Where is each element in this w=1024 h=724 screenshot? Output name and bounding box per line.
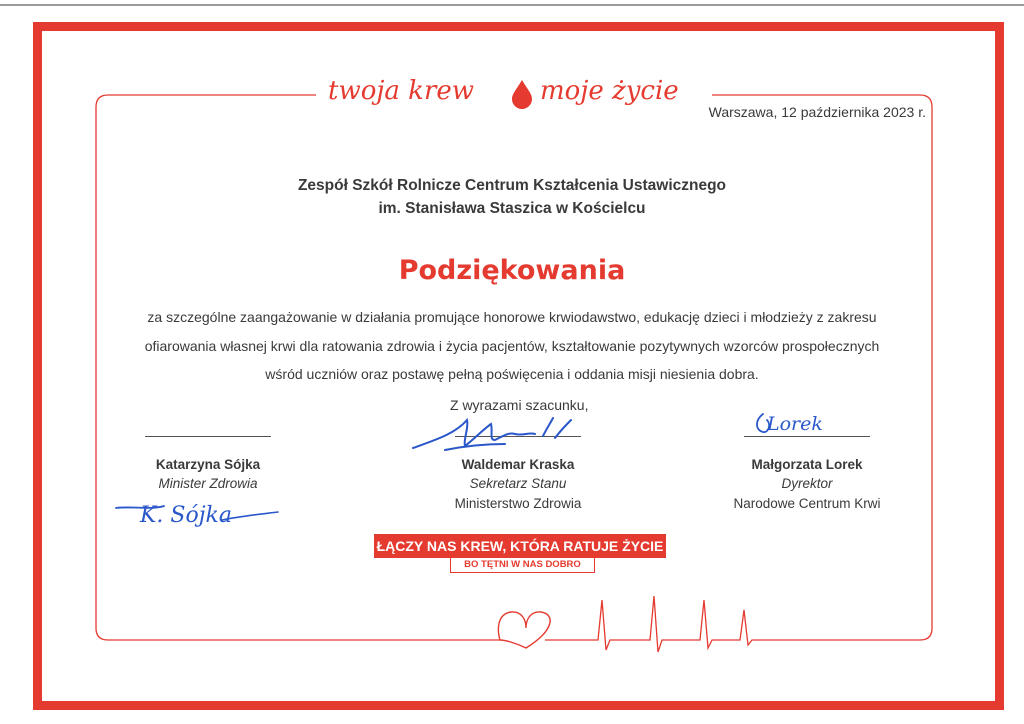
- lorek-signature: [745, 406, 855, 440]
- signatory-name-sojka: Katarzyna Sójka: [155, 457, 261, 472]
- body-text-line-3: wśród uczniów oraz postawę pełną poświęcenia i oddania misji niesienia dobra.: [265, 366, 759, 382]
- signatory-org-kraska: Ministerstwo Zdrowia: [454, 496, 582, 511]
- body-text-line-1: za szczególne zaangażowanie w działania promujące honorowe krwiodawstwo, edukację dzieci i młodzieży z zakresu: [147, 309, 877, 325]
- signatory-name-lorek: Małgorzata Lorek: [751, 457, 863, 472]
- recipient-line-1: Zespół Szkół Rolnicze Centrum Kształcenia Ustawicznego: [297, 177, 727, 194]
- certificate-title: Podziękowania: [398, 255, 626, 286]
- svg-text:Lorek: Lorek: [767, 413, 823, 435]
- signatory-name-kraska: Waldemar Kraska: [461, 457, 575, 472]
- twoja-krew-logo: [318, 66, 718, 116]
- kraska-signature: [405, 410, 585, 455]
- sojka-signature: [112, 492, 282, 532]
- body-text-line-2: ofiarowania własnej krwi dla ratowania zdrowia i życia pacjentów, kształtowanie pozytywnych wzorców prospołecznych: [144, 338, 880, 354]
- signatory-role-kraska: Sekretarz Stanu: [469, 476, 567, 491]
- svg-text:K. Sójka: K. Sójka: [140, 503, 233, 528]
- slogan-banner: ŁĄCZY NAS KREW, KTÓRA RATUJE ŻYCIE: [374, 534, 666, 558]
- signatory-role-sojka: Minister Zdrowia: [158, 476, 258, 491]
- recipient-line-2: im. Stanisława Staszica w Kościelcu: [378, 200, 646, 217]
- blood-drop-icon: [512, 80, 532, 109]
- signatory-role-lorek: Dyrektor: [781, 476, 833, 491]
- svg-text:moje życie: moje życie: [540, 76, 679, 106]
- closing-regards: Z wyrazami szacunku,: [450, 397, 589, 413]
- issue-date: Warszawa, 12 października 2023 r.: [708, 104, 926, 120]
- svg-text:twoja krew: twoja krew: [328, 76, 475, 106]
- signature-line-left: [145, 436, 271, 437]
- slogan-subbanner: BO TĘTNI W NAS DOBRO: [450, 557, 595, 573]
- signatory-org-lorek: Narodowe Centrum Krwi: [733, 496, 881, 511]
- scan-edge-line: [0, 4, 1024, 6]
